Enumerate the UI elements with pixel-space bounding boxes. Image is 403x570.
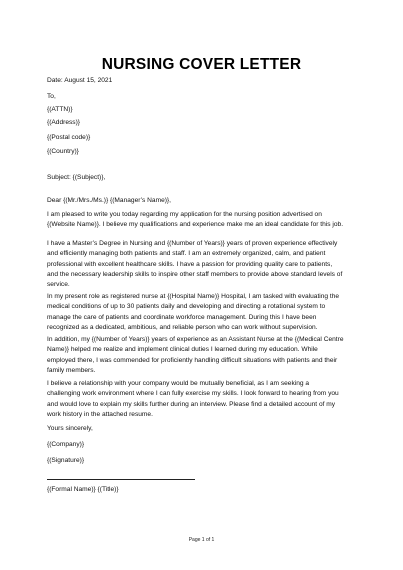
subject-line: Subject: {(Subject)}, [47, 174, 106, 181]
paragraph-line: service. [47, 281, 70, 289]
document-title: NURSING COVER LETTER [101, 56, 302, 73]
page-number: Page 1 of 1 [188, 537, 215, 543]
recipient-to: To, [47, 93, 56, 100]
body-paragraph-5 [47, 379, 351, 420]
paragraph-line: employed there, I was commended for proficiently handling difficult situations with patients and their [47, 356, 338, 364]
paragraph-line: professional with excellent healthcare skills. I have a passion for providing quality care to patients, [47, 260, 333, 268]
paragraph-line: work history in the attached resume. [47, 410, 153, 418]
paragraph-line: and the necessary leadership skills to inspire other staff members to provide above standard levels of [47, 270, 343, 278]
paragraph-line: I am pleased to write you today regarding my application for the nursing position advertised on [47, 211, 322, 218]
body-paragraph-2 [47, 239, 351, 290]
company-placeholder: {(Company)} [47, 441, 85, 448]
paragraph-line: recognized as a dedicated, ambitious, and reliable person who can work without supervision. [47, 323, 318, 331]
recipient-country: {(Country)} [47, 148, 79, 155]
paragraph-line: I have a Master’s Degree in Nursing and {(Number of Years)} years of proven experience effectively [47, 240, 338, 247]
recipient-address: {(Address)} [47, 119, 80, 126]
date-line: Date: August 15, 2021 [47, 77, 113, 84]
signature-placeholder: {(Signature)} [47, 457, 85, 464]
paragraph-line: I believe a relationship with your company would be mutually beneficial, as I am seeking a [47, 380, 310, 387]
formal-name-title: {(Formal Name)} {(Title)} [47, 486, 119, 493]
body-paragraph-1 [47, 210, 351, 231]
paragraph-line: and efficiently managing both patients and staff. I am an extremely organized, calm, and patient [47, 250, 326, 258]
signature-divider [47, 479, 195, 480]
paragraph-line: challenging work environment where I can fully exercise my skills. I look forward to hearing from you [47, 390, 339, 398]
body-paragraph-4 [47, 335, 351, 376]
salutation: Dear {(Mr./Mrs./Ms.)} {(Manager’s Name)}, [47, 197, 171, 204]
body-paragraph-3 [47, 292, 351, 333]
paragraph-line: In my present role as registered nurse at {(Hospital Name)} Hospital, I am tasked with evaluating the [47, 293, 340, 300]
closing: Yours sincerely, [47, 425, 93, 432]
recipient-postal-code: {(Postal code)} [47, 134, 91, 141]
paragraph-line: family members. [47, 366, 96, 374]
paragraph-line: In addition, my {(Number of Years)} years of experience as an Assistant Nurse at the {(Medical Centre [47, 336, 344, 343]
paragraph-line: Name)} helped me realize and implement clinical duties I learned during my education. While [47, 346, 318, 354]
paragraph-line: and would love to explain my skills further during an interview. Please find a detailed account of my [47, 400, 336, 408]
recipient-attn: {(ATTN)} [47, 106, 73, 113]
paragraph-line: manage the care of patients and coordinate workforce management. During this I have been [47, 313, 317, 321]
paragraph-line: {(Website Name)}. I believe my qualifications and experience make me an ideal candidate for this job. [47, 221, 344, 229]
paragraph-line: medical conditions of up to 30 patients daily and developing and directing a rotational system to [47, 303, 326, 311]
